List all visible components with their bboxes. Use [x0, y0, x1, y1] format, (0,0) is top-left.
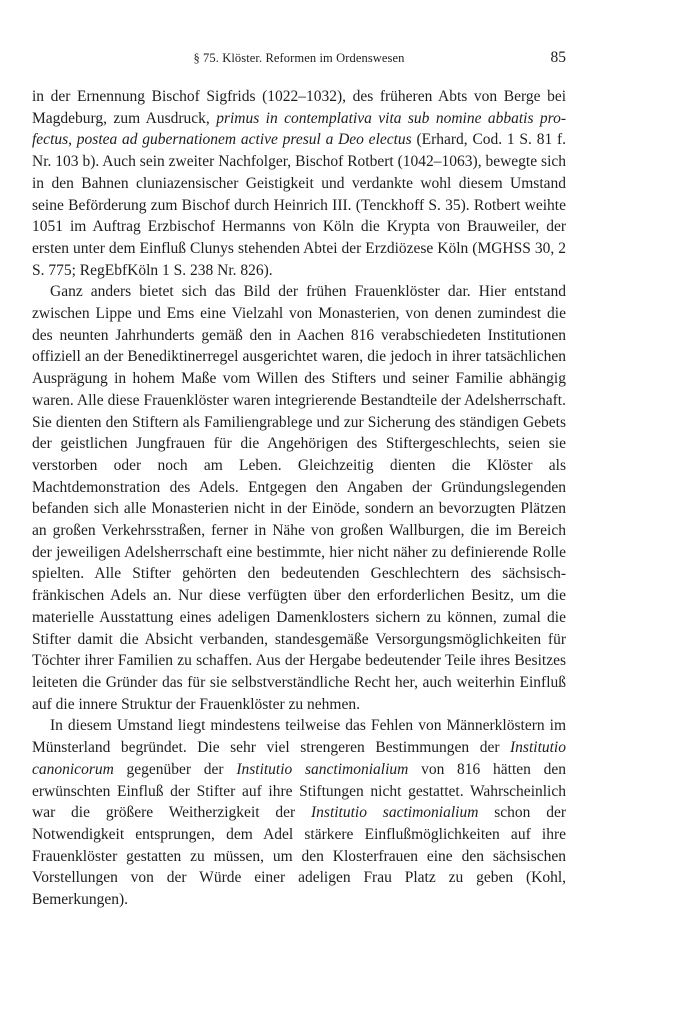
- running-head: [32, 50, 566, 70]
- page-number: 85: [550, 49, 566, 66]
- latin-quotation: Institutio sactimonialium: [311, 804, 479, 822]
- text-run: (Erhard, Cod. 1 S. 81 f. Nr. 103 b). Auch sein zweiter Nachfolger, Bischof Rotbert (1042–1063), bewegte sich in den Bahnen cluniazensischer Geistigkeit und verdankte wohl diesem Umstand seine Beförderung zum Bischof durch Heinrich III. (Tenckhoff S. 35). Rotbert weihte 1051 im Auftrag Erzbischof Hermanns von Köln die Krypta von Brauweiler, der ersten unter dem Einfluß Clunys stehenden Abtei der Erzdiözese Köln (MGHSS 30, 2 S. 775; RegEbfKöln 1 S. 238 Nr. 826).: [32, 131, 566, 279]
- text-run: In diesem Umstand liegt mindestens teilweise das Fehlen von Männerklöstern im Münsterland begründet. Die sehr viel strengeren Bestimmungen der: [32, 717, 566, 757]
- text-run: in der Ernennung Bischof Sigfrids (1022–1032), des früheren Abts von Berge bei Magdeburg, zum Ausdruck,: [32, 88, 566, 127]
- text-run: von 816 hätten den erwünschten Einfluß der Stifter auf ihre Stiftungen nicht gestattet. Wahrscheinlich war die größere Weitherzigkeit der: [32, 760, 566, 822]
- text-run: Ganz anders bietet sich das Bild der frühen Frauenklöster dar. Hier entstand zwischen Lippe und Ems eine Vielzahl von Monasterien, von denen zumindest die des neunten Jahrhunderts gemäß den in Aachen 816 verabschiedeten Institutionen offiziell an der Benediktinerregel ausgerichtet waren, die jedoch in ihrer tatsächlichen Ausprägung in hohem Maße vom Willen des Stifters und seiner Familie abhängig waren. Alle diese Frauenklöster waren integrierende Bestandteile der Adelsherrschaft. Sie dienten den Stiftern als Familiengrablege und zur Sicherung des ständigen Gebets der geistlichen Jungfrauen für die Angehörigen des Stiftergeschlechts, seien sie verstorben oder noch am Leben. Gleichzeitig dienten die Klöster als Machtdemonstration des Adels. Entgegen den Angaben der Gründungslegenden befanden sich alle Monasterien nicht in der Einöde, sondern an bevorzugten Plätzen an großen Verkehrsstraßen, ferner in Nähe von großen Wallburgen, die im Bereich der jeweiligen Adelsherrschaft eine bestimmte, hier nicht näher zu definierende Rolle spielten. Alle Stifter gehörten den bedeutenden Geschlechtern des sächsisch-fränkischen Adels an. Nur diese verfügten über den erforderlichen Besitz, um die materielle Ausstattung eines adeligen Damenklosters sichern zu können, zumal die Stifter damit die Absicht verbanden, standesgemäße Versorgungsmöglichkeiten für Töchter ihrer Familien zu schaffen. Aus der Hergabe bedeutender Teile ihres Besitzes leiteten die Gründer das für sie selbstverständliche Recht her, auch weiterhin Einfluß auf die innere Struktur der Frauenklöster zu nehmen.: [32, 283, 566, 713]
- text-run: schon der Notwendigkeit entsprungen, dem Adel stärkere Einflußmöglichkeiten auf ihre Frauenklöster gestatten zu müssen, um den Klosterfrauen eine den sächsischen Vorstellungen von der Würde einer adeligen Frau Platz zu geben (Kohl, Bemerkungen).: [32, 804, 566, 909]
- latin-quotation: Institutio sanctimonialium: [236, 760, 409, 778]
- latin-quotation: primus in contemplativa vita sub nomine abbatis profectus, postea ad gubernationem active presul a Deo electus: [32, 109, 566, 149]
- paragraph: [32, 281, 566, 715]
- paragraph: [32, 86, 566, 281]
- running-title: § 75. Klöster. Reformen im Ordenswesen: [193, 51, 405, 65]
- paragraph: [32, 715, 566, 910]
- body-text: [32, 86, 566, 911]
- latin-quotation: Institutio canonicorum: [32, 739, 566, 778]
- text-run: gegenüber der: [113, 760, 237, 778]
